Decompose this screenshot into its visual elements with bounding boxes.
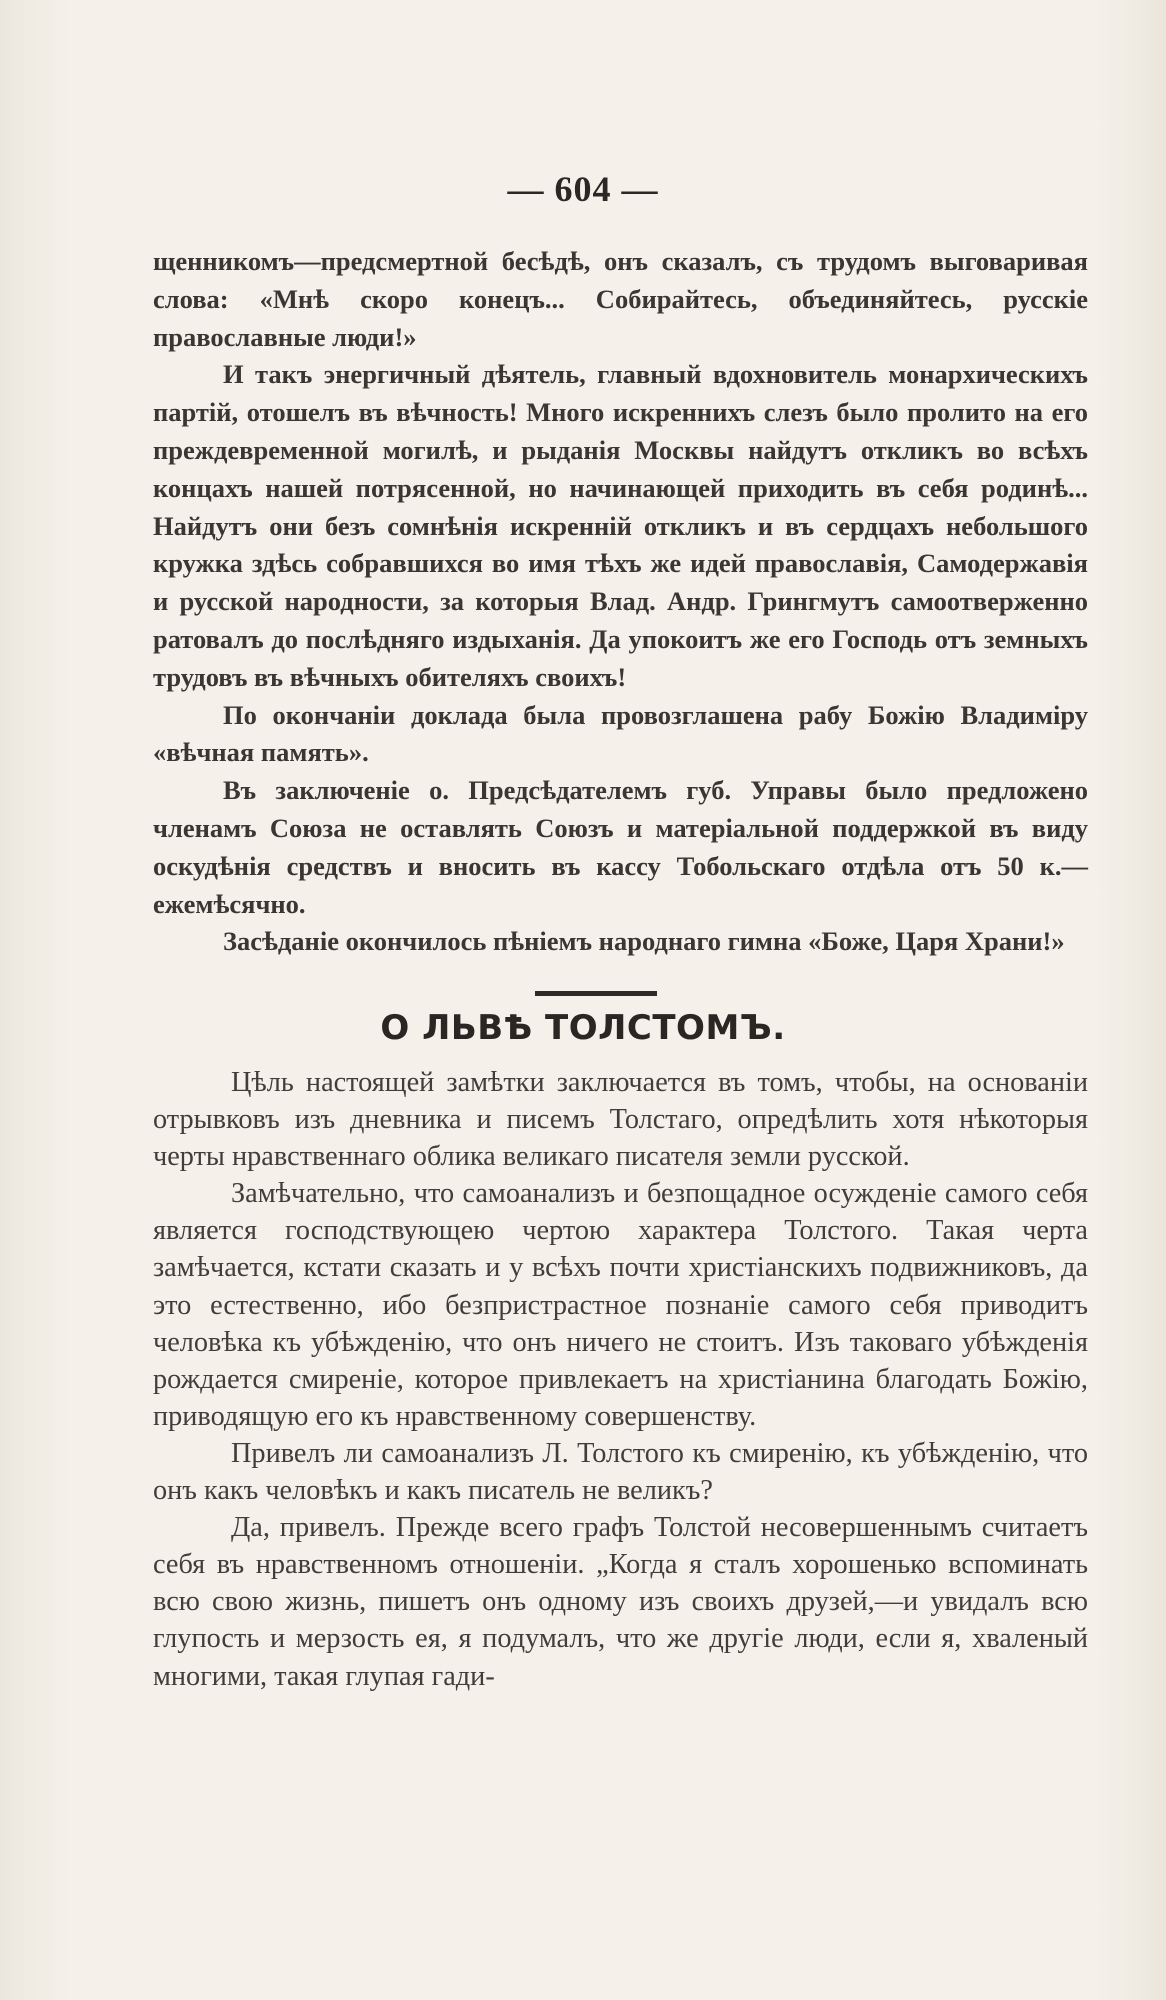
meeting-report (153, 243, 1088, 961)
article-title: О ЛЬВѢ ТОЛСТОМЪ. (380, 1008, 786, 1048)
section-divider (535, 991, 657, 996)
report-paragraph: И такъ энергичный дѣятель, главный вдохновитель монархическихъ партій, отошелъ въ вѣчность! Много искреннихъ слезъ было пролито на его преждевременной могилѣ, и рыданія Москвы найдутъ откликъ во всѣхъ концахъ нашей потрясенной, но начинающей приходить въ себя родинѣ... Найдутъ они безъ сомнѣнія искренній откликъ и въ сердцахъ небольшого кружка здѣсь собравшихся во имя тѣхъ же идей православія, Самодержавія и русской народности, за которыя Влад. Андр. Грингмутъ самоотверженно ратовалъ до послѣдняго издыханія. Да упокоитъ же его Господь отъ земныхъ трудовъ въ вѣчныхъ обителяхъ своихъ! (153, 359, 1088, 692)
article-paragraph: Цѣль настоящей замѣтки заключается въ томъ, чтобы, на основаніи отрывковъ изъ дневника и писемъ Толстаго, опредѣлить хотя нѣкоторыя черты нравственнаго облика великаго писателя земли русской. (153, 1067, 1088, 1173)
report-paragraph: щенникомъ—предсмертной бесѣдѣ, онъ сказалъ, съ трудомъ выговаривая слова: «Мнѣ скоро конецъ... Собирайтесь, объединяйтесь, русскіе православные люди!» (153, 246, 1088, 352)
article-body (153, 1064, 1088, 1695)
article-paragraph: Привелъ ли самоанализъ Л. Толстого къ смиренію, къ убѣжденію, что онъ какъ человѣкъ и какъ писатель не великъ? (153, 1437, 1088, 1507)
article-paragraph: Да, привелъ. Прежде всего графъ Толстой несовершеннымъ считаетъ себя въ нравственномъ отношеніи. „Когда я сталъ хорошенько вспоминать всю свою жизнь, пишетъ онъ одному изъ своихъ друзей,—и увидалъ всю глупость и мерзость ея, я подумалъ, что же другіе люди, если я, хваленый многими, такая глупая гади- (153, 1512, 1088, 1692)
report-paragraph: Засѣданіе окончилось пѣніемъ народнаго гимна «Боже, Царя Храни!» (223, 926, 1065, 957)
article-paragraph: Замѣчательно, что самоанализъ и безпощадное осужденіе самого себя является господствующею чертою характера Толстого. Такая черта замѣчается, кстати сказать и у всѣхъ почти христіанскихъ подвижниковъ, да это естественно, ибо безпристрастное познаніе самого себя приводитъ человѣка къ убѣжденію, что онъ ничего не стоитъ. Изъ таковаго убѣжденія рождается смиреніе, которое привлекаетъ на христіанина благодать Божію, приводящую его къ нравственному совершенству. (153, 1178, 1088, 1432)
page-number: — 604 — (507, 169, 659, 209)
report-paragraph: По окончаніи доклада была провозглашена рабу Божію Владиміру «вѣчная память». (153, 699, 1088, 768)
report-paragraph: Въ заключеніе о. Предсѣдателемъ губ. Управы было предложено членамъ Союза не оставлять Союзъ и матеріальной поддержкой въ виду оскудѣнія средствъ и вносить въ кассу Тобольскаго отдѣла отъ 50 к.—ежемѣсячно. (153, 775, 1088, 919)
